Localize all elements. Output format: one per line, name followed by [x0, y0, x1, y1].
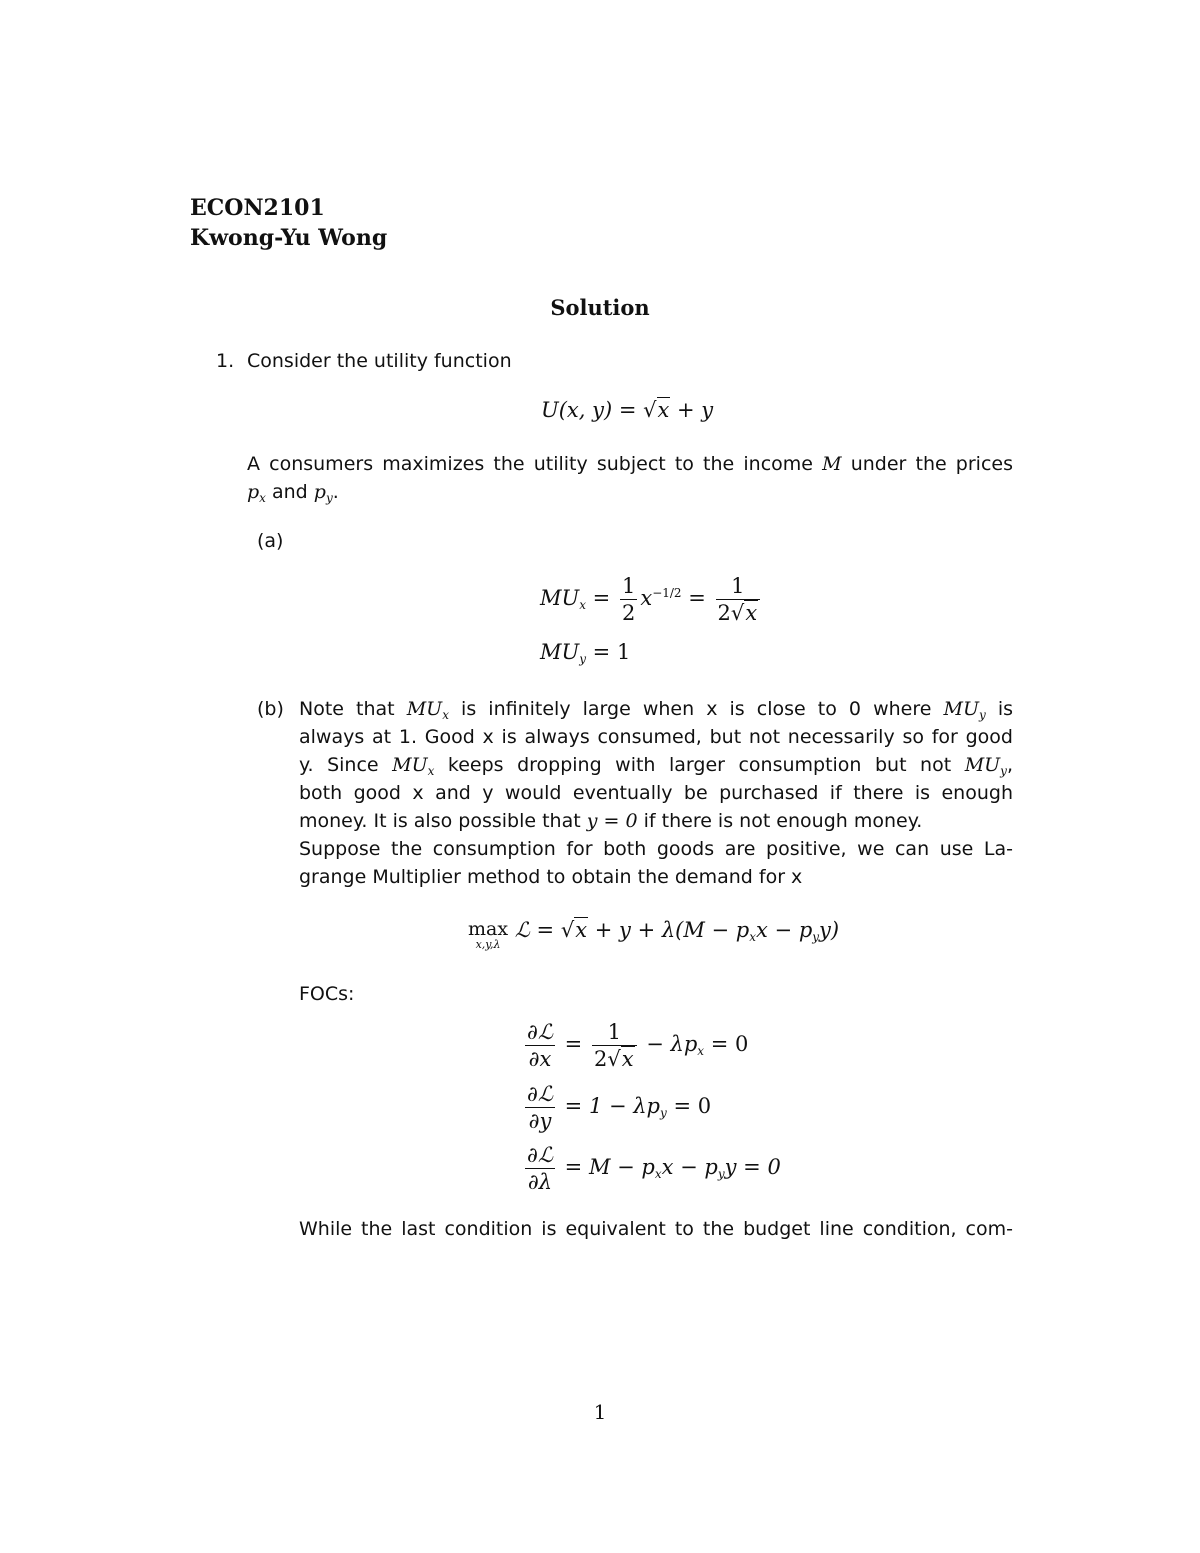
part-b-line-3: y. Since $MU_x$ keeps dropping with larger consumption but not $MU_y$, [299, 754, 1013, 778]
foc-y: $\frac{\text{∂ℒ}}{\partial y}$ = $1 - \lambda p_y = 0$ [527, 1082, 712, 1133]
utility-rhs: + y [677, 398, 714, 422]
part-b-line-7: grange Multiplier method to obtain the demand for x [299, 866, 803, 888]
part-a-label: (a) [257, 530, 284, 552]
course-code: ECON2101 [190, 195, 325, 221]
utility-equation [541, 398, 713, 422]
utility-lhs: U(x, y) = [541, 398, 637, 422]
page-number: 1 [593, 1400, 607, 1424]
part-b-label: (b) [257, 698, 284, 720]
foc-lambda: $\frac{\text{∂ℒ}}{\partial\lambda}$ = $M - p_xx - p_yy = 0$ [527, 1143, 781, 1194]
fraction-half: $\frac{1}{2}$ [621, 574, 636, 625]
para1-line1: A consumers maximizes the utility subject to the income M under the prices [247, 453, 1013, 475]
question-number: 1. [216, 350, 235, 372]
part-b-line-5: money. It is also possible that y = 0 if there is not enough money. [299, 810, 923, 832]
part-b-line-1: Note that $MU_x$ is infinitely large when x is close to 0 where $MU_y$ is [299, 698, 1013, 722]
question-intro: Consider the utility function [247, 350, 512, 372]
sqrt-symbol: √x [643, 398, 670, 422]
para1-line2: $p_x$ and $p_y$. [247, 481, 339, 505]
part-b-line-2: always at 1. Good x is always consumed, but not necessarily so for good [299, 726, 1013, 748]
focs-label: FOCs: [299, 983, 355, 1005]
last-line: While the last condition is equivalent to the budget line condition, com- [299, 1218, 1013, 1240]
author-name: Kwong-Yu Wong [190, 225, 388, 251]
part-b-line-6: Suppose the consumption for both goods are positive, we can use La- [299, 838, 1013, 860]
page-title: Solution [550, 295, 650, 320]
part-b-line-4: both good x and y would eventually be purchased if there is enough [299, 782, 1013, 804]
muy-equation: $MU_y = 1$ [540, 640, 631, 666]
foc-x: $\frac{\text{∂ℒ}}{\partial x}$ = $\frac{1}{2√x}$ − $\lambda p_x = 0$ [527, 1020, 749, 1071]
lagrangian-equation: max x,y,λ ℒ = $√x + y + \lambda(M - p_xx - p_yy)$ [468, 918, 840, 951]
mux-equation: $MU_x$ = $\frac{1}{2}$ $x^{-1/2}$ = $\frac{1}{2√x}$ [540, 574, 763, 625]
fraction-one-over-two-sqrt-x: $\frac{1}{2√x}$ [716, 574, 761, 625]
